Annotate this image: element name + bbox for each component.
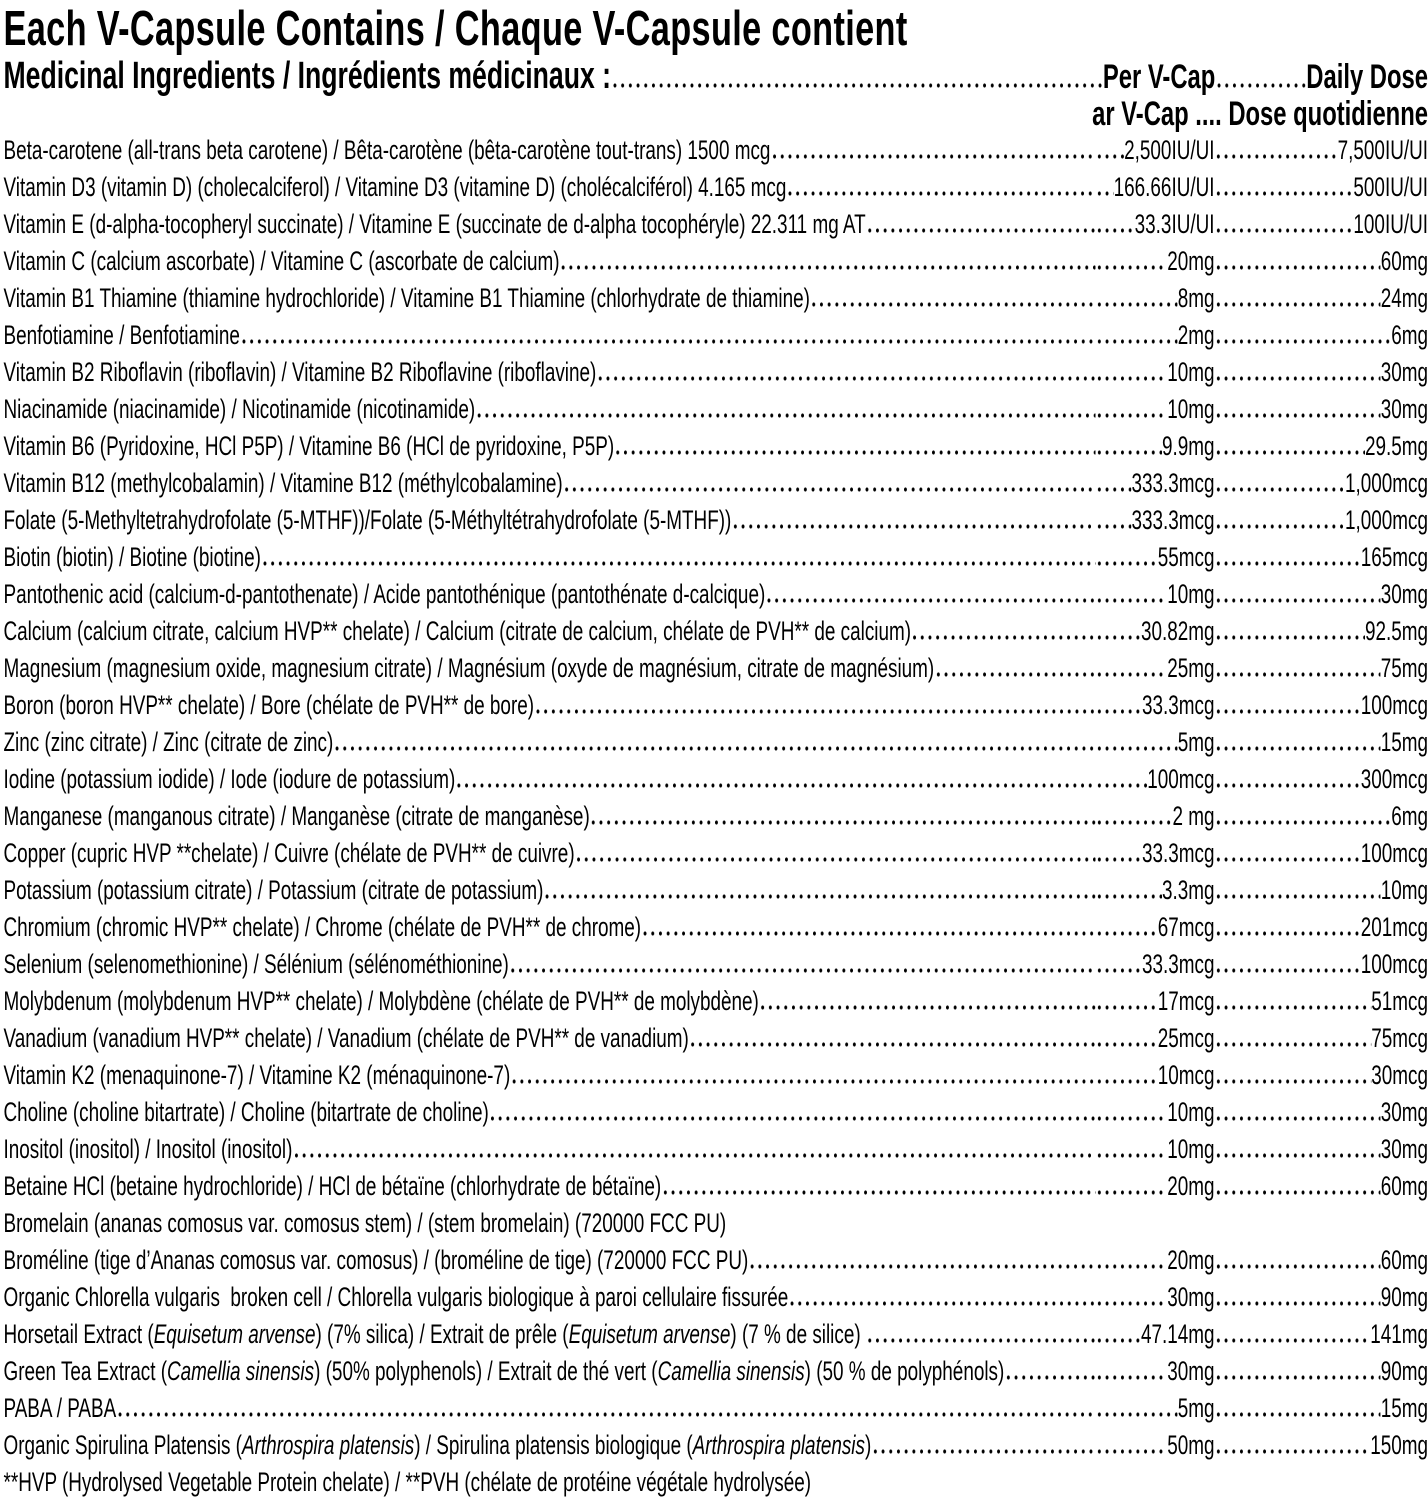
- per-vcap-value: 30mg: [1167, 1279, 1214, 1316]
- ingredient-row: [4, 1390, 1428, 1427]
- ingredient-row: [4, 502, 1428, 539]
- ingredient-name: Boron (boron HVP** chelate) / Bore (chélate de PVH** de bore): [4, 687, 535, 724]
- daily-dose-value: 15mg: [1381, 1390, 1428, 1427]
- ingredient-row: [4, 1427, 1428, 1464]
- daily-dose-value: 92.5mg: [1365, 613, 1428, 650]
- dot-leader: [1215, 1153, 1381, 1158]
- per-vcap-value: 2 mg: [1172, 798, 1214, 835]
- dot-leader: [1096, 783, 1148, 788]
- daily-dose-value: 51mcg: [1371, 983, 1428, 1020]
- dot-leader: [1215, 302, 1381, 307]
- per-vcap-value: 333.3mcg: [1131, 465, 1214, 502]
- per-vcap-value: 9.9mg: [1162, 428, 1215, 465]
- ingredient-name: Zinc (zinc citrate) / Zinc (citrate de zinc): [4, 724, 334, 761]
- dot-leader: [1215, 1338, 1371, 1343]
- per-vcap-value: 10mg: [1167, 576, 1214, 613]
- dot-leader: [788, 1301, 1095, 1306]
- per-vcap-value: 47.14mg: [1141, 1316, 1215, 1353]
- ingredient-name-part: ) (50% polyphenols) / Extrait de thé vert (: [314, 1356, 658, 1386]
- dot-leader: [1215, 1412, 1381, 1417]
- dot-leader: [934, 672, 1095, 677]
- daily-dose-value: 100IU/UI: [1353, 206, 1428, 243]
- ingredient-name: Broméline (tige d’Ananas comosus var. comosus) / (broméline de tige) (720000 FCC PU): [4, 1242, 749, 1279]
- dot-leader: [1096, 746, 1178, 751]
- per-vcap-value: 20mg: [1167, 243, 1214, 280]
- dot-leader: [911, 635, 1095, 640]
- ingredient-row: [4, 1279, 1428, 1316]
- ingredient-name: Bromelain (ananas comosus var. comosus stem) / (stem bromelain) (720000 FCC PU): [4, 1205, 727, 1242]
- ingredient-row: [4, 613, 1428, 650]
- dot-leader: [1096, 857, 1143, 862]
- dot-leader: [1096, 191, 1114, 196]
- dot-leader: [689, 1042, 1096, 1047]
- dot-leader: [1096, 1412, 1178, 1417]
- dot-leader: [1215, 1190, 1381, 1195]
- per-vcap-value: 10mg: [1167, 391, 1214, 428]
- latin-name: Camellia sinensis: [167, 1356, 314, 1386]
- daily-dose-value: 7,500IU/UI: [1338, 132, 1428, 169]
- ingredient-name: Betaine HCl (betaine hydrochloride) / HCl de bétaïne (chlorhydrate de bétaïne): [4, 1168, 662, 1205]
- dot-leader: [1215, 154, 1338, 159]
- dot-leader: [1215, 191, 1354, 196]
- dot-leader: [1215, 931, 1361, 936]
- latin-name: Camellia sinensis: [658, 1356, 805, 1386]
- dot-leader: [1096, 561, 1158, 566]
- dot-leader: [1215, 1375, 1381, 1380]
- dot-leader: [1096, 1375, 1168, 1380]
- ingredient-name: Calcium (calcium citrate, calcium HVP** chelate) / Calcium (citrate de calcium, chélate de PVH** de calcium): [4, 613, 912, 650]
- dot-leader: [1096, 1153, 1168, 1158]
- per-vcap-value: 30.82mg: [1141, 613, 1215, 650]
- per-vcap-value: 50mg: [1167, 1427, 1214, 1464]
- dot-leader: [1215, 1449, 1371, 1454]
- ingredient-row: [4, 1057, 1428, 1094]
- dot-leader: [810, 302, 1096, 307]
- page-title: Each V-Capsule Contains / Chaque V-Capsule contient: [4, 2, 1428, 56]
- dot-leader: [543, 894, 1095, 899]
- dot-leader: [261, 561, 1096, 566]
- ingredient-name: Magnesium (magnesium oxide, magnesium citrate) / Magnésium (oxyde de magnésium, citrate de magnésium): [4, 650, 935, 687]
- ingredient-name: Vitamin B2 Riboflavin (riboflavin) / Vitamine B2 Riboflavine (riboflavine): [4, 354, 597, 391]
- daily-dose-value: 30mg: [1381, 1094, 1428, 1131]
- dot-leader: [731, 524, 1095, 529]
- daily-dose-value: 165mcg: [1361, 539, 1428, 576]
- dot-leader: [1215, 598, 1381, 603]
- per-vcap-value: 20mg: [1167, 1168, 1214, 1205]
- dot-leader: [489, 1116, 1096, 1121]
- ingredient-row: [4, 1242, 1428, 1279]
- ingredient-row: [4, 909, 1428, 946]
- ingredient-row: [4, 1020, 1428, 1057]
- dot-leader: [1215, 783, 1361, 788]
- dot-leader: [1096, 1005, 1158, 1010]
- ingredient-row: [4, 650, 1428, 687]
- dot-leader: [1215, 83, 1306, 88]
- dot-leader: [1096, 1190, 1168, 1195]
- ingredient-name: Biotin (biotin) / Biotine (biotine): [4, 539, 261, 576]
- ingredient-row: [4, 1094, 1428, 1131]
- dot-leader: [1096, 894, 1162, 899]
- dot-leader: [1004, 1375, 1095, 1380]
- dot-leader: [871, 1449, 1095, 1454]
- daily-dose-value: 30mg: [1381, 1131, 1428, 1168]
- dot-leader: [748, 1264, 1095, 1269]
- ingredient-name: Vitamin E (d-alpha-tocopheryl succinate) / Vitamine E (succinate de d-alpha tocophéryle) 22.311 mg AT: [4, 206, 866, 243]
- daily-dose-value: 24mg: [1381, 280, 1428, 317]
- dot-leader: [1096, 413, 1168, 418]
- dot-leader: [509, 968, 1096, 973]
- dot-leader: [1096, 487, 1132, 492]
- dot-leader: [1096, 1042, 1158, 1047]
- dot-leader: [1096, 1301, 1168, 1306]
- dot-leader: [1215, 1079, 1372, 1084]
- ingredient-row: [4, 539, 1428, 576]
- dot-leader: [1215, 1264, 1381, 1269]
- footnote-row: [4, 1464, 1428, 1501]
- ingredient-name: Vitamin B12 (methylcobalamin) / Vitamine B12 (méthylcobalamine): [4, 465, 563, 502]
- column-header-line2: ar V-Cap .... Dose quotidienne: [4, 96, 1428, 132]
- daily-dose-value: 60mg: [1381, 1168, 1428, 1205]
- daily-dose-value: 60mg: [1381, 1242, 1428, 1279]
- dot-leader: [333, 746, 1095, 751]
- per-vcap-value: 10mg: [1167, 1094, 1214, 1131]
- dot-leader: [1215, 413, 1381, 418]
- dot-leader: [1215, 709, 1361, 714]
- dot-leader: [475, 413, 1095, 418]
- ingredient-name: Vitamin K2 (menaquinone-7) / Vitamine K2 (ménaquinone-7): [4, 1057, 511, 1094]
- dot-leader: [1215, 820, 1392, 825]
- dot-leader: [292, 1153, 1095, 1158]
- dot-leader: [1096, 339, 1178, 344]
- dot-leader: [560, 265, 1096, 270]
- ingredient-row: [4, 1316, 1428, 1353]
- dot-leader: [1096, 228, 1135, 233]
- ingredient-name-part: ) / Spirulina platensis biologique (: [414, 1430, 692, 1460]
- dot-leader: [534, 709, 1095, 714]
- per-vcap-value: 33.3IU/UI: [1135, 206, 1215, 243]
- dot-leader: [866, 1338, 1096, 1343]
- ingredient-name: Manganese (manganous citrate) / Manganèse (citrate de manganèse): [4, 798, 590, 835]
- per-vcap-value: 166.66IU/UI: [1114, 169, 1215, 206]
- dot-leader: [1215, 746, 1381, 751]
- per-vcap-value: 333.3mcg: [1131, 502, 1214, 539]
- dot-leader: [1215, 968, 1361, 973]
- dot-leader: [1096, 450, 1162, 455]
- latin-name: Arthrospira platensis: [242, 1430, 414, 1460]
- daily-dose-value: 75mg: [1381, 650, 1428, 687]
- per-vcap-value: 33.3mcg: [1142, 946, 1214, 983]
- dot-leader: [1215, 672, 1381, 677]
- ingredient-row: [4, 317, 1428, 354]
- per-vcap-value: 10mg: [1167, 1131, 1214, 1168]
- per-vcap-value: 2,500IU/UI: [1124, 132, 1214, 169]
- ingredient-row: [4, 1168, 1428, 1205]
- per-vcap-value: 67mcg: [1158, 909, 1215, 946]
- daily-dose-value: 300mcg: [1361, 761, 1428, 798]
- latin-name: Equisetum arvense: [154, 1319, 316, 1349]
- dot-leader: [1096, 820, 1173, 825]
- daily-dose-value: 60mg: [1381, 243, 1428, 280]
- daily-dose-value: 500IU/UI: [1353, 169, 1428, 206]
- daily-dose-value: 15mg: [1381, 724, 1428, 761]
- dot-leader: [1096, 376, 1168, 381]
- medicinal-ingredients-heading: Medicinal Ingredients / Ingrédients médicinaux :: [4, 56, 611, 96]
- dot-leader: [641, 931, 1095, 936]
- dot-leader: [661, 1190, 1095, 1195]
- dot-leader: [116, 1412, 1095, 1417]
- ingredient-name-part: ) (7% silica) / Extrait de prêle (: [315, 1319, 568, 1349]
- per-vcap-value: 25mg: [1167, 650, 1214, 687]
- per-vcap-value: 5mg: [1178, 724, 1215, 761]
- ingredient-name: Vitamin B1 Thiamine (thiamine hydrochloride) / Vitamine B1 Thiamine (chlorhydrate de thiamine): [4, 280, 810, 317]
- daily-dose-value: 201mcg: [1361, 909, 1428, 946]
- latin-name: Arthrospira platensis: [693, 1430, 865, 1460]
- ingredient-name: Molybdenum (molybdenum HVP** chelate) / Molybdène (chélate de PVH** de molybdène): [4, 983, 759, 1020]
- ingredient-name: Vitamin D3 (vitamin D) (cholecalciferol) / Vitamine D3 (vitamine D) (cholécalciférol) 4.165 mcg: [4, 169, 787, 206]
- dot-leader: [1215, 894, 1381, 899]
- ingredient-name: Inositol (inositol) / Inositol (inositol): [4, 1131, 293, 1168]
- ingredient-name: Niacinamide (niacinamide) / Nicotinamide (nicotinamide): [4, 391, 476, 428]
- daily-dose-value: 150mg: [1370, 1427, 1428, 1464]
- per-vcap-value: 33.3mcg: [1142, 687, 1214, 724]
- dot-leader: [1096, 598, 1168, 603]
- dot-leader: [590, 820, 1096, 825]
- daily-dose-value: 1,000mcg: [1345, 502, 1428, 539]
- ingredient-name: Selenium (selenomethionine) / Sélénium (sélénométhionine): [4, 946, 509, 983]
- dot-leader: [1215, 339, 1392, 344]
- ingredient-row: [4, 835, 1428, 872]
- dot-leader: [1096, 968, 1143, 973]
- dot-leader: [759, 1005, 1096, 1010]
- dot-leader: [1096, 672, 1168, 677]
- ingredient-row: [4, 687, 1428, 724]
- daily-dose-value: 100mcg: [1361, 946, 1428, 983]
- dot-leader: [1096, 1338, 1141, 1343]
- dot-leader: [1215, 228, 1354, 233]
- daily-dose-value: 29.5mg: [1365, 428, 1428, 465]
- dot-leader: [1096, 635, 1141, 640]
- dot-leader: [1096, 931, 1158, 936]
- ingredient-name: Copper (cupric HVP **chelate) / Cuivre (chélate de PVH** de cuivre): [4, 835, 575, 872]
- per-vcap-value: 25mcg: [1158, 1020, 1215, 1057]
- dot-leader: [1215, 561, 1361, 566]
- ingredient-row: [4, 391, 1428, 428]
- ingredient-name: Organic Chlorella vulgaris broken cell / Chlorella vulgaris biologique à paroi cellulaire fissurée: [4, 1279, 789, 1316]
- ingredient-name: Chromium (chromic HVP** chelate) / Chrome (chélate de PVH** de chrome): [4, 909, 642, 946]
- ingredient-name: [4, 1427, 872, 1464]
- daily-dose-value: 10mg: [1381, 872, 1428, 909]
- daily-dose-value: 75mcg: [1371, 1020, 1428, 1057]
- per-vcap-value: 5mg: [1178, 1390, 1215, 1427]
- ingredient-name: Vitamin C (calcium ascorbate) / Vitamine C (ascorbate de calcium): [4, 243, 560, 280]
- ingredient-name: Folate (5-Methyltetrahydrofolate (5-MTHF))/Folate (5-Méthyltétrahydrofolate (5-MTHF)): [4, 502, 732, 539]
- per-vcap-value: 33.3mcg: [1142, 835, 1214, 872]
- ingredient-name: Potassium (potassium citrate) / Potassium (citrate de potassium): [4, 872, 544, 909]
- ingredient-row: [4, 428, 1428, 465]
- ingredient-name: [4, 1316, 866, 1353]
- ingredient-row: [4, 1353, 1428, 1390]
- ingredient-row: [4, 761, 1428, 798]
- dot-leader: [1215, 1005, 1372, 1010]
- daily-dose-value: 90mg: [1381, 1353, 1428, 1390]
- per-vcap-value: 30mg: [1167, 1353, 1214, 1390]
- ingredient-name: Beta-carotene (all-trans beta carotene) / Bêta-carotène (bêta-carotène tout-trans) 1500 mcg: [4, 132, 771, 169]
- ingredient-name: [4, 1353, 1005, 1390]
- dot-leader: [1215, 487, 1345, 492]
- per-vcap-column-header: Per V-Cap: [1103, 57, 1215, 97]
- ingredients-table: [4, 132, 1428, 1501]
- dot-leader: [786, 191, 1095, 196]
- dot-leader: [1096, 1264, 1168, 1269]
- daily-dose-value: 6mg: [1391, 798, 1428, 835]
- dot-leader: [614, 450, 1095, 455]
- ingredient-row: [4, 132, 1428, 169]
- dot-leader: [563, 487, 1096, 492]
- latin-name: Equisetum arvense: [569, 1319, 731, 1349]
- ingredient-name: Choline (choline bitartrate) / Choline (bitartrate de choline): [4, 1094, 489, 1131]
- dot-leader: [455, 783, 1095, 788]
- daily-dose-value: 30mcg: [1371, 1057, 1428, 1094]
- ingredient-name-part: Organic Spirulina Platensis (: [4, 1430, 242, 1460]
- per-vcap-value: 55mcg: [1158, 539, 1215, 576]
- ingredient-row: [4, 280, 1428, 317]
- dot-leader: [510, 1079, 1095, 1084]
- dot-leader: [1215, 1116, 1381, 1121]
- ingredient-name: Iodine (potassium iodide) / Iode (iodure de potassium): [4, 761, 456, 798]
- ingredient-row: [4, 872, 1428, 909]
- ingredient-row: [4, 465, 1428, 502]
- ingredient-name-part: ) (50 % de polyphénols): [805, 1356, 1005, 1386]
- ingredient-name: Vitamin B6 (Pyridoxine, HCl P5P) / Vitamine B6 (HCl de pyridoxine, P5P): [4, 428, 615, 465]
- per-vcap-value: 2mg: [1178, 317, 1215, 354]
- dot-leader: [1215, 524, 1345, 529]
- ingredient-name-part: ): [865, 1430, 871, 1460]
- ingredient-row: [4, 576, 1428, 613]
- ingredient-name: Vanadium (vanadium HVP** chelate) / Vanadium (chélate de PVH** de vanadium): [4, 1020, 689, 1057]
- table-header-row: [4, 56, 1428, 96]
- daily-dose-value: 1,000mcg: [1345, 465, 1428, 502]
- per-vcap-value: 10mg: [1167, 354, 1214, 391]
- dot-leader: [1215, 857, 1361, 862]
- daily-dose-value: 30mg: [1381, 391, 1428, 428]
- ingredient-row: [4, 983, 1428, 1020]
- dot-leader: [1096, 524, 1132, 529]
- ingredient-name: Benfotiamine / Benfotiamine: [4, 317, 240, 354]
- dot-leader: [1096, 1116, 1168, 1121]
- dot-leader: [770, 154, 1095, 159]
- dot-leader: [1096, 1449, 1168, 1454]
- daily-dose-column-header: Daily Dose: [1306, 57, 1428, 97]
- dot-leader: [1215, 265, 1381, 270]
- dot-leader: [765, 598, 1095, 603]
- dot-leader: [611, 83, 1103, 88]
- dot-leader: [1215, 635, 1365, 640]
- ingredient-name: PABA / PABA: [4, 1390, 117, 1427]
- dot-leader: [1215, 450, 1365, 455]
- ingredient-row: [4, 724, 1428, 761]
- ingredient-name-part: ) (7 % de silice): [730, 1319, 865, 1349]
- dot-leader: [1096, 302, 1178, 307]
- daily-dose-value: 6mg: [1391, 317, 1428, 354]
- ingredient-name: Pantothenic acid (calcium-d-pantothenate) / Acide pantothénique (pantothénate d-calcique): [4, 576, 766, 613]
- dot-leader: [240, 339, 1096, 344]
- ingredient-row: [4, 354, 1428, 391]
- dot-leader: [1215, 376, 1381, 381]
- ingredient-row: [4, 1131, 1428, 1168]
- ingredient-name: **HVP (Hydrolysed Vegetable Protein chelate) / **PVH (chélate de protéine végétale hydrolysée): [4, 1464, 812, 1501]
- daily-dose-value: 90mg: [1381, 1279, 1428, 1316]
- ingredient-row: [4, 1205, 1428, 1242]
- per-vcap-value: 3.3mg: [1162, 872, 1215, 909]
- per-vcap-value: 8mg: [1178, 280, 1215, 317]
- dot-leader: [1215, 1042, 1372, 1047]
- daily-dose-value: 100mcg: [1361, 835, 1428, 872]
- ingredient-row: [4, 243, 1428, 280]
- daily-dose-value: 100mcg: [1361, 687, 1428, 724]
- per-vcap-value: 20mg: [1167, 1242, 1214, 1279]
- ingredient-row: [4, 798, 1428, 835]
- ingredient-name-part: Horsetail Extract (: [4, 1319, 154, 1349]
- daily-dose-value: 141mg: [1370, 1316, 1428, 1353]
- ingredient-name-part: Green Tea Extract (: [4, 1356, 168, 1386]
- dot-leader: [1215, 1301, 1381, 1306]
- ingredient-row: [4, 169, 1428, 206]
- per-vcap-value: 10mcg: [1158, 1057, 1215, 1094]
- per-vcap-value: 17mcg: [1158, 983, 1215, 1020]
- dot-leader: [1096, 154, 1125, 159]
- daily-dose-value: 30mg: [1381, 576, 1428, 613]
- dot-leader: [1096, 709, 1143, 714]
- dot-leader: [1096, 1079, 1158, 1084]
- ingredient-row: [4, 946, 1428, 983]
- dot-leader: [575, 857, 1096, 862]
- ingredient-row: [4, 206, 1428, 243]
- daily-dose-value: 30mg: [1381, 354, 1428, 391]
- dot-leader: [596, 376, 1095, 381]
- dot-leader: [1096, 265, 1168, 270]
- per-vcap-value: 100mcg: [1147, 761, 1214, 798]
- dot-leader: [866, 228, 1096, 233]
